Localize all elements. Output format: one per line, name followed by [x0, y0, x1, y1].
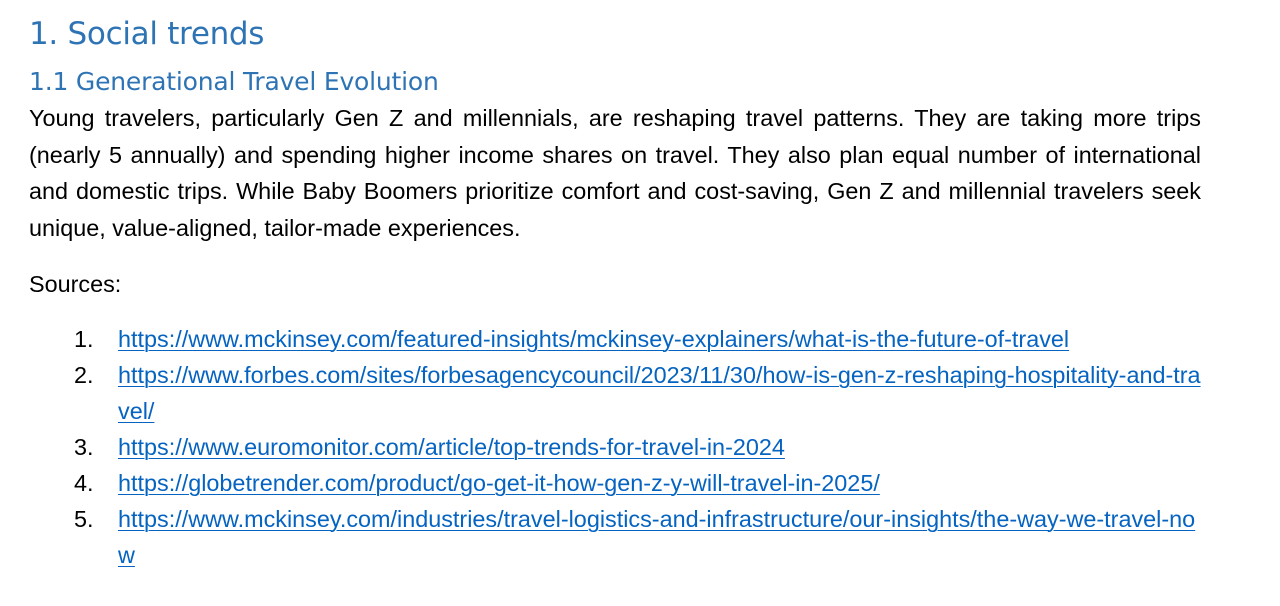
source-item-1	[29, 321, 1201, 357]
source-link-mckinsey-future-of-travel[interactable]: https://www.mckinsey.com/featured-insights/mckinsey-explainers/what-is-the-future-of-travel	[118, 325, 1070, 352]
body-paragraph: Young travelers, particularly Gen Z and millennials, are reshaping travel patterns. They are taking more trips (nearly 5 annually) and spending higher income shares on travel. They also plan equal number of international and domestic trips. While Baby Boomers prioritize comfort and cost-saving, Gen Z and millennial travelers seek unique, value-aligned, tailor-made experiences.	[29, 105, 1201, 241]
source-item-3	[29, 429, 1201, 465]
source-link-forbes-gen-z[interactable]: https://www.forbes.com/sites/forbesagencycouncil/2023/11/30/how-is-gen-z-reshaping-hospitality-and-travel/	[118, 361, 1201, 424]
source-number: 2.	[74, 361, 94, 388]
source-link-globetrender[interactable]: https://globetrender.com/product/go-get-it-how-gen-z-y-will-travel-in-2025/	[118, 469, 880, 496]
source-number: 1.	[74, 325, 94, 352]
document-page	[29, 0, 1201, 573]
heading-generational-travel-evolution: 1.1 Generational Travel Evolution	[29, 67, 439, 96]
sources-list	[29, 303, 1201, 573]
sources-label: Sources:	[29, 271, 122, 297]
source-link-euromonitor[interactable]: https://www.euromonitor.com/article/top-trends-for-travel-in-2024	[118, 433, 785, 460]
source-item-5	[29, 501, 1201, 573]
source-number: 4.	[74, 469, 94, 496]
source-number: 5.	[74, 505, 94, 532]
source-item-4	[29, 465, 1201, 501]
source-number: 3.	[74, 433, 94, 460]
source-item-2	[29, 357, 1201, 429]
heading-social-trends: 1. Social trends	[29, 16, 265, 52]
source-link-mckinsey-way-we-travel[interactable]: https://www.mckinsey.com/industries/travel-logistics-and-infrastructure/our-insights/the-way-we-travel-now	[118, 505, 1196, 568]
